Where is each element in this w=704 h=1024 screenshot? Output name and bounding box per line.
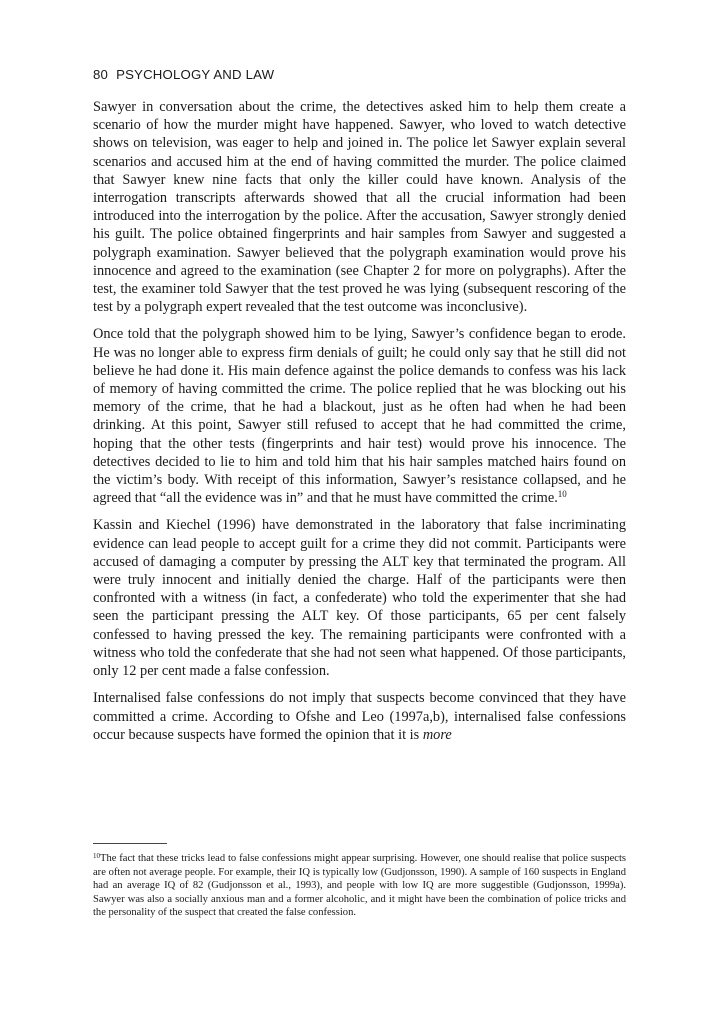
paragraph-4: [93, 689, 626, 744]
paragraph-1: [93, 98, 626, 316]
paragraph-2: [93, 325, 626, 507]
paragraph-text: Once told that the polygraph showed him to be lying, Sawyer’s confidence began to erode. He was no longer able to express firm denials of guilt; he could only say that he still did not believe he had done it. His main defence against the police demands to confess was his lack of memory of having committed the crime. The police replied that he was blocking out his memory of the crime, that he had a blackout, just as he often had when he had been drinking. At this point, Sawyer still refused to accept that he had committed the crime, hoping that the other tests (fingerprints and hair test) would prove his innocence. The detectives decided to lie to him and told him that his hair samples matched hairs found on the victim’s body. With receipt of this information, Sawyer’s resistance collapsed, and he agreed that “all the evidence was in” and that he must have committed the crime.: [93, 326, 626, 507]
footnote-reference[interactable]: 10: [557, 489, 567, 500]
paragraph-text: Internalised false confessions do not imply that suspects become convinced that they have committed a crime. According to Ofshe and Leo (1997a,b), internalised false confessions occur because suspects have formed the opinion that it is: [93, 690, 626, 743]
italic-word: more: [422, 726, 452, 743]
paragraph-text: Sawyer in conversation about the crime, the detectives asked him to help them create a scenario of how the murder might have happened. Sawyer, who loved to watch detective shows on television, was eager to help and joined in. The police let Sawyer explain several scenarios and accused him at the end of having committed the murder. The police claimed that Sawyer knew nine facts that only the killer could have known. Analysis of the interrogation transcripts afterwards showed that all the crucial information had been introduced into the interrogation by the police. After the accusation, Sawyer strongly denied his guilt. The police obtained fingerprints and hair samples from Sawyer and suggested a polygraph examination. Sawyer believed that the polygraph examination would prove his innocence and agreed to the examination (see Chapter 2 for more on polygraphs). After the test, the examiner told Sawyer that the test proved he was lying (subsequent rescoring of the test by a polygraph expert revealed that the test outcome was inconclusive).: [93, 99, 626, 316]
running-head: [93, 67, 274, 82]
footnote: [93, 852, 626, 920]
footnote-text: The fact that these tricks lead to false confessions might appear surprising. However, one should realise that police suspects are often not average people. For example, their IQ is typically low (Gudjonsson, 1990). A sample of 160 suspects in England had an average IQ of 82 (Gudjonsson et al., 1993), and people with low IQ are more suggestible (Gudjonsson, 1999a). Sawyer was also a socially anxious man and a former alcoholic, and it might have been the combination of police tricks and the personality of the suspect that created the false confession.: [93, 853, 626, 918]
footnote-number: 10: [93, 852, 100, 860]
page-number: 80: [93, 67, 109, 82]
footnote-divider: [93, 843, 167, 844]
paragraph-3: [93, 516, 626, 680]
paragraph-text: Kassin and Kiechel (1996) have demonstrated in the laboratory that false incriminating evidence can lead people to accept guilt for a crime they did not commit. Participants were accused of damaging a computer by pressing the ALT key that terminated the program. All were truly innocent and initially denied the charge. Half of the participants were then confronted with a witness (in fact, a confederate) who told the experimenter that she had seen the participant pressing the ALT key. Of those participants, 65 per cent falsely confessed to having pressed the key. The remaining participants were confronted with a witness who told the confederate that she had not seen what happened. Of those participants, only 12 per cent made a false confession.: [93, 517, 626, 680]
running-title: PSYCHOLOGY AND LAW: [116, 67, 275, 82]
body-text: [93, 98, 626, 753]
book-page: [93, 0, 626, 1024]
